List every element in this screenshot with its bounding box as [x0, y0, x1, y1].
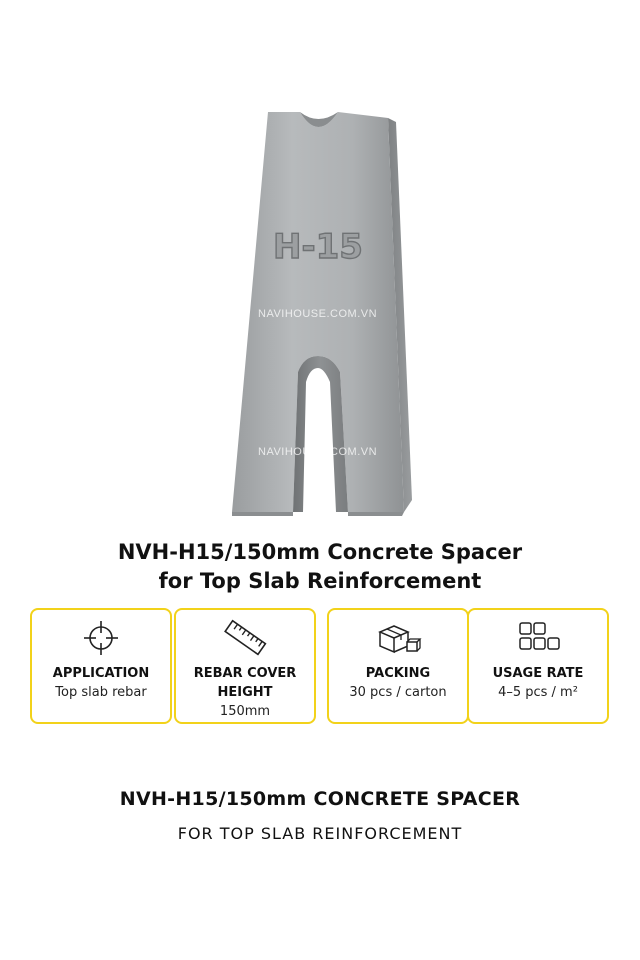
footer-title: NVH-H15/150mm CONCRETE SPACER — [119, 788, 521, 810]
grid-blocks-icon — [469, 618, 607, 658]
card-application — [30, 608, 172, 724]
crosshair-icon — [32, 618, 170, 658]
watermark-lower: NAVIHOUSE.COM.VN — [258, 446, 378, 458]
card-rebar-cover-height — [174, 608, 316, 724]
ruler-icon — [176, 618, 314, 658]
card-usage-rate — [467, 608, 609, 724]
card-label-line1: REBAR COVER — [193, 666, 297, 681]
card-label: USAGE RATE — [492, 666, 584, 681]
embossed-code: H-15 — [273, 227, 363, 267]
watermark-upper: NAVIHOUSE.COM.VN — [258, 308, 378, 320]
product-title: NVH-H15/150mm Concrete Spacer — [117, 540, 523, 564]
card-packing — [327, 608, 469, 724]
card-label-line2: HEIGHT — [217, 685, 273, 700]
card-value: 4–5 pcs / m² — [498, 685, 578, 700]
footer-subtitle: FOR TOP SLAB REINFORCEMENT — [177, 824, 463, 843]
boxes-icon — [329, 618, 467, 658]
card-label: PACKING — [365, 666, 431, 681]
product-subtitle: for Top Slab Reinforcement — [158, 569, 482, 593]
card-value: 30 pcs / carton — [349, 685, 447, 700]
card-value: Top slab rebar — [55, 685, 147, 700]
card-label: APPLICATION — [52, 666, 150, 681]
card-value: 150mm — [219, 704, 271, 719]
